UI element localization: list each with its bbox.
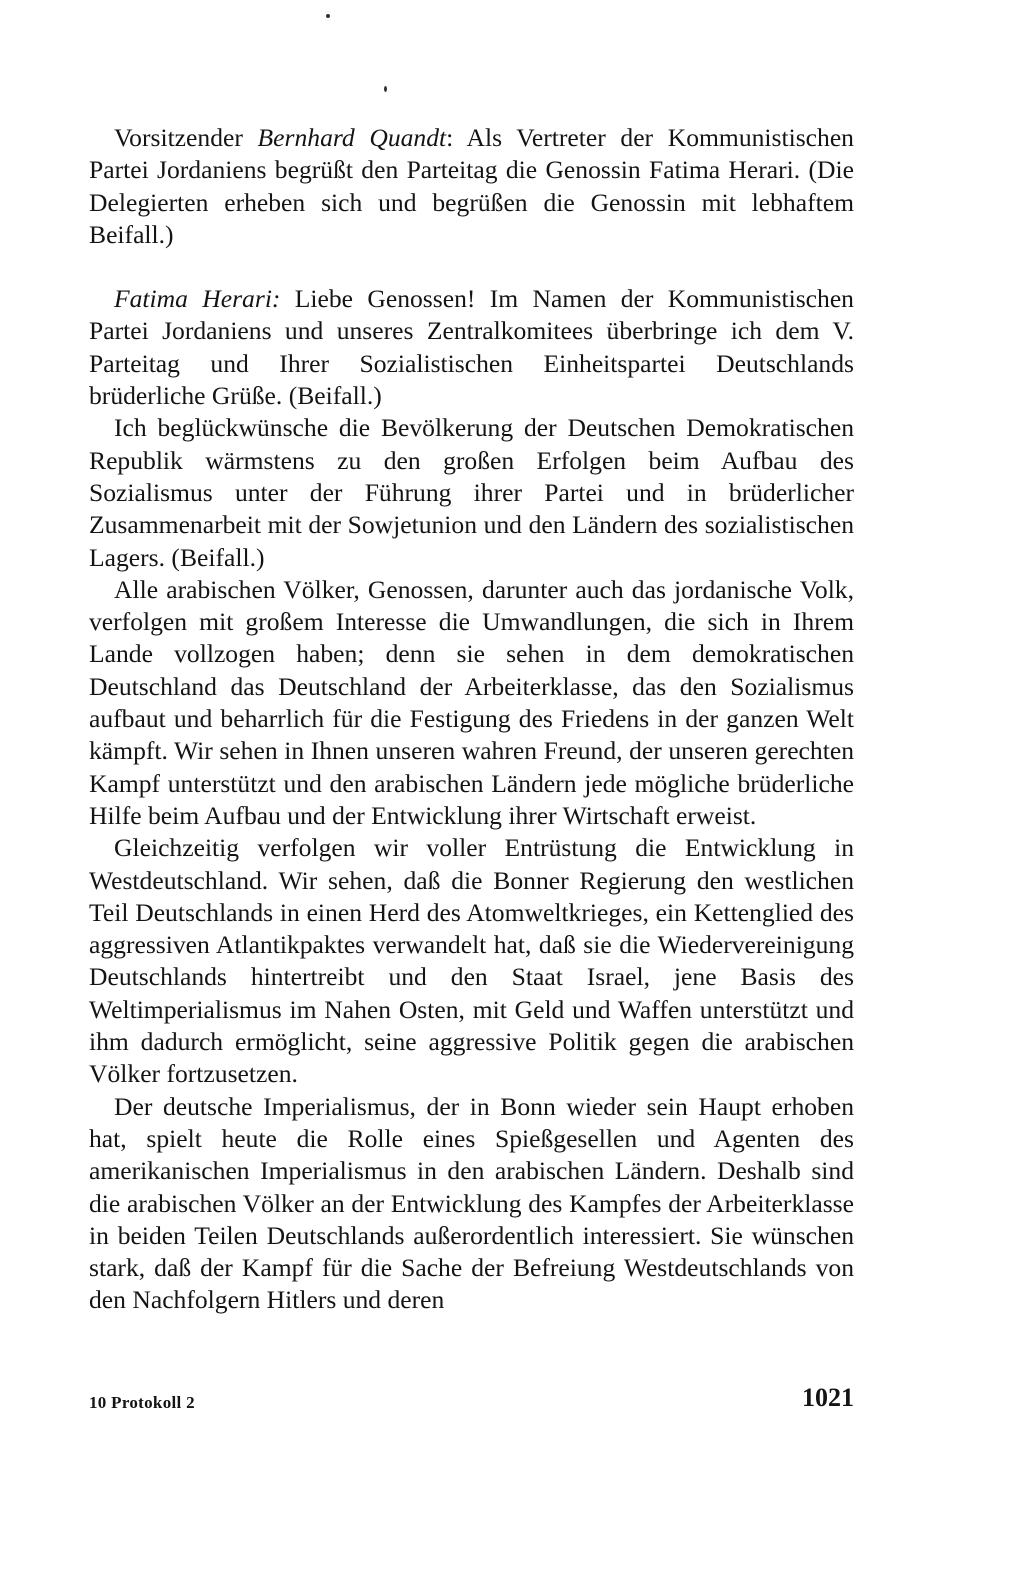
- speaker-name: Bernhard Quandt: [257, 123, 447, 152]
- paragraph-chair-announcement: [89, 122, 854, 251]
- scan-speck: [384, 86, 387, 92]
- paragraph-speech-opening: [89, 283, 854, 412]
- speaker-suffix: :: [446, 123, 454, 152]
- paragraph: Alle arabischen Völker, Genossen, darunter auch das jordanische Volk, verfolgen mit großem Interesse die Umwandlungen, die sich in Ihrem Lande vollzogen haben; denn sie sehen in dem demokratischen Deutschland das Deutschland der Arbeiterklasse, das den Sozialismus aufbaut und beharrlich für die Festigung des Friedens in der ganzen Welt kämpft. Wir sehen in Ihnen unseren wahren Freund, der unseren gerechten Kampf unterstützt und den arabischen Ländern jede mögliche brüderliche Hilfe beim Aufbau und der Entwicklung ihrer Wirtschaft erweist.: [89, 574, 854, 830]
- printer-signature: 10 Protokoll 2: [89, 1393, 195, 1412]
- speaker-prefix: Vorsitzender: [114, 123, 258, 152]
- paragraph: Gleichzeitig verfolgen wir voller Entrüstung die Entwicklung in Westdeutschland. Wir sehen, daß die Bonner Regierung den westlichen Teil Deutschlands in einen Herd des Atomweltkrieges, ein Kettenglied des aggressiven Atlantikpaktes verwandelt hat, daß sie die Wiedervereinigung Deutschlands hintertreibt und den Staat Israel, jene Basis des Weltimperialismus im Nahen Osten, mit Geld und Waffen unterstützt und ihm dadurch ermöglicht, seine aggressive Politik gegen die arabischen Völker fortzusetzen.: [89, 833, 854, 1089]
- page-number: 1021: [802, 1383, 854, 1412]
- speaker-name: Fatima Herari:: [114, 284, 281, 314]
- body-text: [89, 122, 854, 1317]
- paragraph-text: Liebe Genossen! Im Namen der Kommunistischen Partei Jordaniens und unseres Zentralkomitees überbringe ich dem V. Parteitag und Ihrer Sozialistischen Einheitspartei Deutschlands brüderliche Grüße. (Beifall.): [89, 284, 854, 411]
- paragraph: Ich beglückwünsche die Bevölkerung der Deutschen Demokratischen Republik wärmstens zu den großen Erfolgen beim Aufbau des Sozialismus unter der Führung ihrer Partei und in brüderlicher Zusammenarbeit mit der Sowjetunion und den Ländern des sozialistischen Lagers. (Beifall.): [89, 413, 854, 572]
- paragraph: Der deutsche Imperialismus, der in Bonn wieder sein Haupt erhoben hat, spielt heute die Rolle eines Spießgesellen und Agenten des amerikanischen Imperialismus in den arabischen Ländern. Deshalb sind die arabischen Völker an der Entwicklung des Kampfes der Arbeiterklasse in beiden Teilen Deutschlands außerordentlich interessiert. Sie wünschen stark, daß der Kampf für die Sache der Befreiung Westdeutschlands von den Nachfolgern Hitlers und deren: [89, 1091, 854, 1315]
- scan-speck: [326, 14, 330, 18]
- page-footer: [89, 1383, 854, 1419]
- paragraph-text: Als Vertreter der Kommunistischen Partei Jordaniens begrüßt den Parteitag die Genossin Fatima Herari. (Die Delegierten erheben sich und begrüßen die Genossin mit lebhaftem Beifall.): [89, 123, 854, 249]
